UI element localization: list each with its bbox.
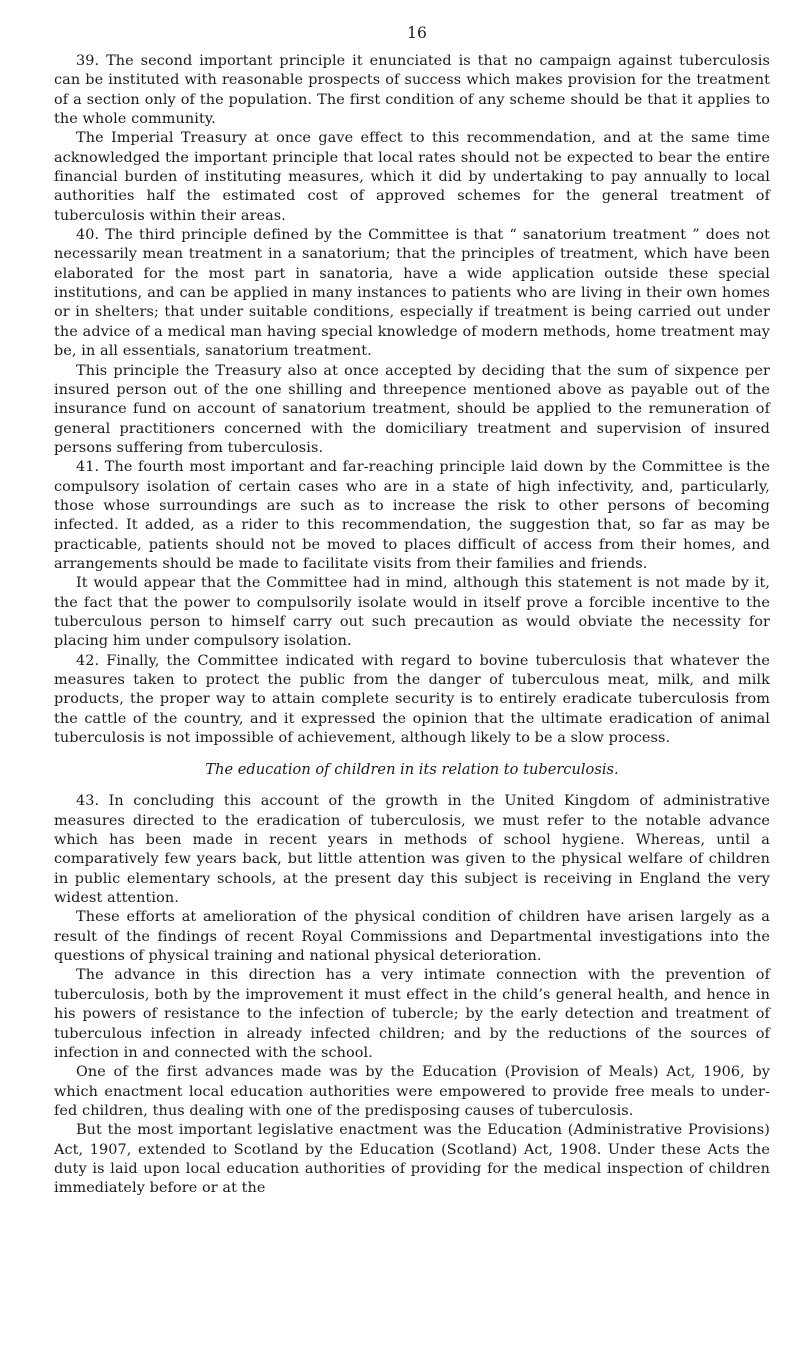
paragraph-treasury: The Imperial Treasury at once gave effect to this recommendation, and at the same time acknowledged the important principle that local rates should not be expected to bear the entire financial burden of instituting measures, which it did by undertaking to pay annually to local authorities half the estimated cost of approved schemes for the general treatment of tuberculosis within their areas.: [54, 130, 770, 224]
paragraph-isolation: It would appear that the Committee had in mind, although this statement is not made by it, the fact that the power to compulsorily isolate would in itself prove a forcible incentive to the tuberculous person to himself carry out such precaution as would obviate the necessity for placing him under compulsory isolation.: [54, 575, 770, 650]
paragraph-sixpence: This principle the Treasury also at once accepted by deciding that the sum of sixpence per insured person out of the one shilling and threepence mentioned above as payable out of the insurance fund on account of sanatorium treatment, should be applied to the remuneration of general practitioners concerned with the domiciliary treatment and supervision of insured persons suffering from tuberculosis.: [54, 362, 770, 456]
paragraph-41: 41. The fourth most important and far-reaching principle laid down by the Committee is the compulsory isolation of certain cases who are in a state of high infectivity, and, particularly, those whose surroundings are such as to increase the risk to other persons of becoming infected. It added, as a rider to this recommendation, the suggestion that, so far as may be practicable, patients should not be moved to places difficult of access from their homes, and arrangements should be made to facilitate visits from their families and friends.: [54, 459, 770, 572]
document-page: [54, 22, 770, 1199]
paragraph-education-act: But the most important legislative enactment was the Education (Administrative Provisions) Act, 1907, extended to Scotland by the Education (Scotland) Act, 1908. Under these Acts the duty is laid upon local education authorities of providing for the medical inspection of children immediately before or at the: [54, 1122, 770, 1197]
paragraph-39: 39. The second important principle it enunciated is that no campaign against tuberculosis can be instituted with reasonable prospects of success which makes provision for the treatment of a section only of the population. The first condition of any scheme should be that it applies to the whole community.: [54, 53, 770, 128]
paragraph-42: 42. Finally, the Committee indicated with regard to bovine tuberculosis that whatever the measures taken to protect the public from the danger of tuberculous meat, milk, and milk products, the proper way to attain complete security is to entirely eradicate tuberculosis from the cattle of the country, and it expressed the opinion that the ultimate eradication of animal tuberculosis is not impossible of achievement, although likely to be a slow process.: [54, 652, 770, 747]
paragraph-meals-act: One of the first advances made was by the Education (Provision of Meals) Act, 1906, by which enactment local education authorities were empowered to provide free meals to under-fed children, thus dealing with one of the predisposing causes of tuberculosis.: [54, 1064, 770, 1119]
paragraph-40: 40. The third principle defined by the Committee is that “ sanatorium treatment ” does not necessarily mean treatment in a sanatorium; that the principles of treatment, which have been elaborated for the most part in sanatoria, have a wide application outside these special institutions, and can be applied in many instances to patients who are living in their own homes or in shelters; that under suitable conditions, especially if treatment is being carried out under the advice of a medical man having special knowledge of modern methods, home treatment may be, in all essentials, sanatorium treatment.: [54, 227, 770, 360]
page-number: 16: [407, 24, 427, 42]
section-heading: The education of children in its relation to tuberculosis.: [205, 761, 619, 779]
paragraph-amelioration: These efforts at amelioration of the physical condition of children have arisen largely as a result of the findings of recent Royal Commissions and Departmental investigations into the questions of physical training and national physical deterioration.: [54, 909, 770, 965]
paragraph-advance: The advance in this direction has a very intimate connection with the prevention of tuberculosis, both by the improvement it must effect in the child’s general health, and hence in his powers of resistance to the infection of tubercle; by the early detection and treatment of tuberculous infection in already infected children; and by the reductions of the sources of infection in and connected with the school.: [54, 967, 770, 1061]
paragraph-43: 43. In concluding this account of the growth in the United Kingdom of administrative measures directed to the eradication of tuberculosis, we must refer to the notable advance which has been made in recent years in methods of school hygiene. Whereas, until a comparatively few years back, but little attention was given to the physical welfare of children in public elementary schools, at the present day this subject is receiving in England the very widest attention.: [54, 793, 770, 907]
